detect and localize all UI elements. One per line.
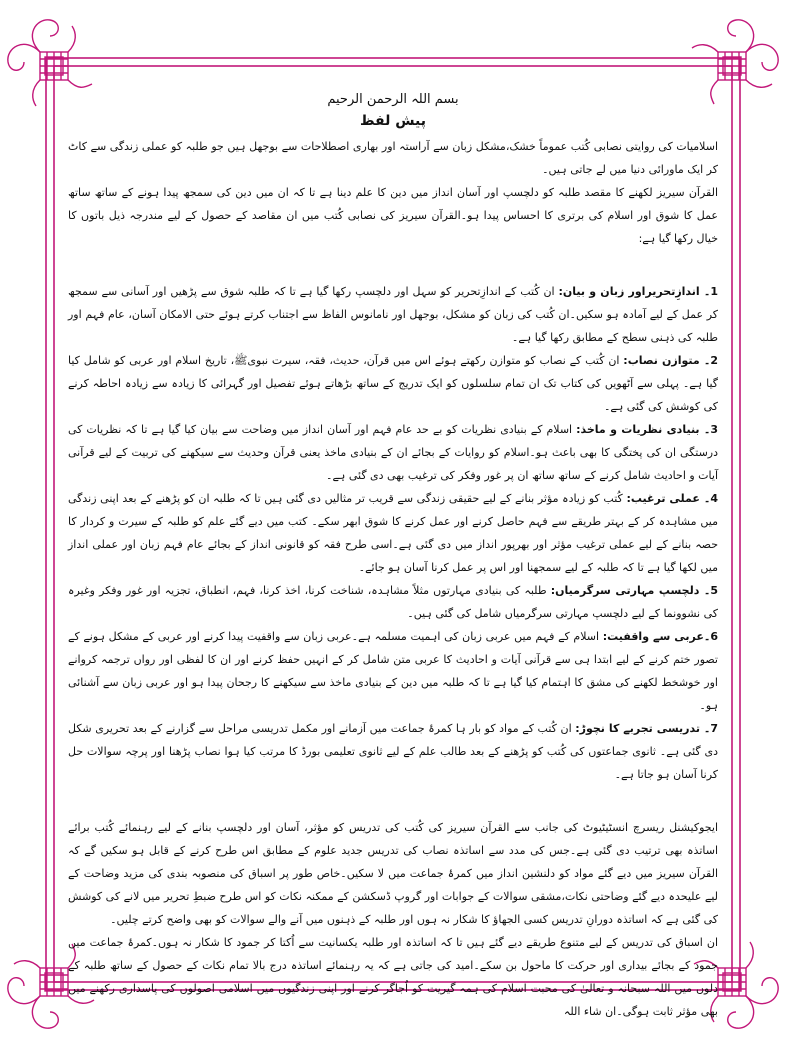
list-item: [68, 280, 718, 349]
item-text: طلبہ کی بنیادی مہارتوں مثلاً مشاہدہ، شناخت کرنا، اخذ کرنا، فہم، انطباق، تجزیہ اور غور وفکر وغیرہ کی نشوونما کے لیے دلچسپ مہارتی سرگرمیاں شامل کی گئی ہیں۔: [68, 584, 718, 620]
item-heading: 5۔ دلچسپ مہارتی سرگرمیاں:: [550, 584, 718, 597]
closing-paragraph: ایجوکیشنل ریسرچ انسٹیٹیوٹ کی جانب سے القرآن سیریز کی کُتب کی تدریس کو مؤثر، آسان اور دلچسپ بنانے کے لیے رہنمائے کُتب برائے اساتذہ بھی ترتیب دی گئی ہے۔جس کی مدد سے اساتذہ نصاب کی تدریس جدید علوم کے مطابق اس طرح کرنے کے قابل ہو سکیں گے کہ القرآن سیریز میں دیے گئے مواد کو دلنشین انداز میں کمرۂ جماعت میں لا سکیں۔خاص طور پر اسباق کی منصوبہ بندی کی مزید وضاحت کے لیے علیحدہ دیے گئے وضاحتی نکات،مشقی سوالات کے جوابات اور گروپ ڈسکشن کے ممکنہ نکات کو اس طرح ضبطِ تحریر میں لانے کی کوشش کی گئی ہے کہ اساتذہ دورانِ تدریس کسی الجھاؤ کا شکار نہ ہوں اور طلبہ کے ذہنوں میں آنے والے سوالات کو بھی واضح کرتے چلیں۔: [68, 821, 718, 926]
item-heading: 3۔ بنیادی نظریات و ماخذ:: [576, 423, 719, 436]
list-item: [68, 418, 718, 487]
list-item: [68, 349, 718, 418]
item-heading: 4۔ عملی ترغیب:: [626, 492, 718, 505]
bismillah: بسم اللہ الرحمن الرحیم: [327, 92, 459, 107]
item-heading: 7۔ تدریسی تجربے کا نچوڑ:: [575, 722, 718, 735]
list-item: [68, 579, 718, 625]
item-text: کُتب کو زیادہ مؤثر بنانے کے لیے حقیقی زندگی سے قریب تر مثالیں دی گئی ہیں تا کہ طلبہ ان کو پڑھنے کے بعد اپنی زندگی میں مشاہدہ کر کے بہتر طریقے سے فہم حاصل کرنے اور عمل کرنے کا شوق ابھر سکے۔ کتب میں دیے گئے علم کو طلبہ کے سیرت و کردار کا حصہ بنانے کے لیے عملی ترغیب مؤثر اور بھرپور انداز میں دی گئی ہے۔اسی طرح فقہ کو قانونی انداز کے بجائے عام فہم زبان اور عملی انداز میں لکھا گیا ہے تا کہ طلبہ کے لیے سمجھنا اور اس پر عمل کرنا آسان ہو جائے۔: [68, 492, 718, 574]
item-text: اسلام کے فہم میں عربی زبان کی اہمیت مسلمہ ہے۔عربی زبان سے واقفیت پیدا کرنے اور عربی کے مشکل ہونے کے تصور ختم کرنے کے لیے ابتدا ہی سے قرآنی آیات و احادیث کا عربی متن شامل کر کے انہیں حفظ کرنے اور ان کا لفظی اور رواں ترجمہ کروانے اور خوشخط لکھنے کی مشق کا اہتمام کیا گیا ہے تا کہ طلبہ میں دین کے بنیادی ماخذ سے سیکھنے کا رجحان پیدا ہو اور عربی زبان سے آشنائی ہو۔: [68, 630, 718, 712]
closing-paragraph: ان اسباق کی تدریس کے لیے متنوع طریقے دیے گئے ہیں تا کہ اساتذہ اور طلبہ یکسانیت سے اُکتا کر جمود کا شکار نہ ہوں۔کمرۂ جماعت میں جمود کے بجائے بیداری اور حرکت کا ماحول بن سکے۔امید کی جاتی ہے کہ یہ رہنمائے اساتذہ درج بالا تمام نکات کے حصول کے ساتھ طلبہ کے دلوں میں اللہ سبحانہ و تعالیٰ کی محبت اسلام کی ہمہ گیریت کو اُجاگر کرنے اور اپنی زندگیوں میں اسلامی اصولوں کی پاسداری رکھنے میں بھی مؤثر ثابت ہوگی۔ان شاء اللہ: [68, 936, 718, 1018]
item-heading: 1۔ اندازِتحریراور زبان و بیان:: [558, 285, 719, 298]
item-text: ان کُتب کے نصاب کو متوازن رکھتے ہوئے اس میں قرآن، حدیث، فقہ، سیرت نبویﷺ، تاریخ اسلام اور عربی کو شامل کیا گیا ہے۔ پہلی سے آٹھویں کی کتاب تک ان تمام سلسلوں کو ایک تدریج کے ساتھ بڑھاتے ہوئے تفصیل اور گہرائی کا زیادہ سے زیادہ احاطہ کرنے کی کوشش کی گئی ہے۔: [68, 354, 718, 413]
page-content: [68, 92, 719, 1018]
page-title: پیش لفظ: [360, 113, 426, 129]
intro-paragraph: القرآن سیریز لکھنے کا مقصد طلبہ کو دلچسپ اور آسان انداز میں دین کا علم دینا ہے تا کہ ان میں دین کی سمجھ پیدا ہونے کے ساتھ ساتھ عمل کا شوق اور اسلام کی برتری کا احساس پیدا ہو۔القرآن سیریز کی نصابی کُتب میں ان مقاصد کے حصول کے لیے مندرجہ ذیل باتوں کا خیال رکھا گیا ہے:: [68, 186, 718, 245]
item-text: اسلام کے بنیادی نظریات کو بے حد عام فہم اور آسان انداز میں وضاحت سے بیان کیا گیا ہے تا کہ نظریات کی درستگی ان کی پختگی کا بھی باعث ہو۔اسلام کو روایات کے بجائے ان کے بنیادی ماخذ یعنی قرآن وحدیث سے سیکھنے کی تربیت کے لیے قرآنی آیات و احادیث شامل کرنے کے ساتھ ساتھ ان پر غور وفکر کی ترغیب بھی دی گئی ہے۔: [68, 423, 718, 482]
item-heading: 2۔ متوازن نصاب:: [623, 354, 718, 367]
item-text: ان کُتب کے مواد کو بار ہا کمرۂ جماعت میں آزمانے اور مکمل تدریسی مراحل سے گزارنے کے بعد تحریری شکل دی گئی ہے۔ ثانوی جماعتوں کی کُتب کو پڑھنے کے بعد طالب علم کے لیے ثانوی تعلیمی بورڈ کا مرتب کیا ہوا نصاب پڑھنا اور پرچہ سوالات حل کرنا آسان ہو جاتا ہے۔: [68, 722, 718, 781]
list-item: [68, 487, 718, 579]
list-item: [68, 625, 718, 717]
intro-paragraph: اسلامیات کی روایتی نصابی کُتب عموماً خشک،مشکل زبان سے آراستہ اور بھاری اصطلاحات سے بوجھل ہیں جو طلبہ کو عملی زندگی سے کاٹ کر ایک ماورائی دنیا میں لے جاتی ہیں۔: [68, 140, 718, 176]
item-text: ان کُتب کے اندازِتحریر کو سہل اور دلچسپ رکھا گیا ہے تا کہ طلبہ شوق سے پڑھیں اور آسانی سے سمجھ کر عمل کے لیے آمادہ ہو سکیں۔ان کُتب کی زبان کو مشکل، بوجھل اور نامانوس الفاظ سے اجتناب کرتے ہوئے حتی الامکان آسان، عام فہم اور طلبہ کی ذہنی سطح کے مطابق رکھا گیا ہے۔: [68, 285, 718, 344]
list-item: [68, 717, 718, 786]
item-heading: 6۔عربی سے واقفیت:: [602, 630, 719, 643]
